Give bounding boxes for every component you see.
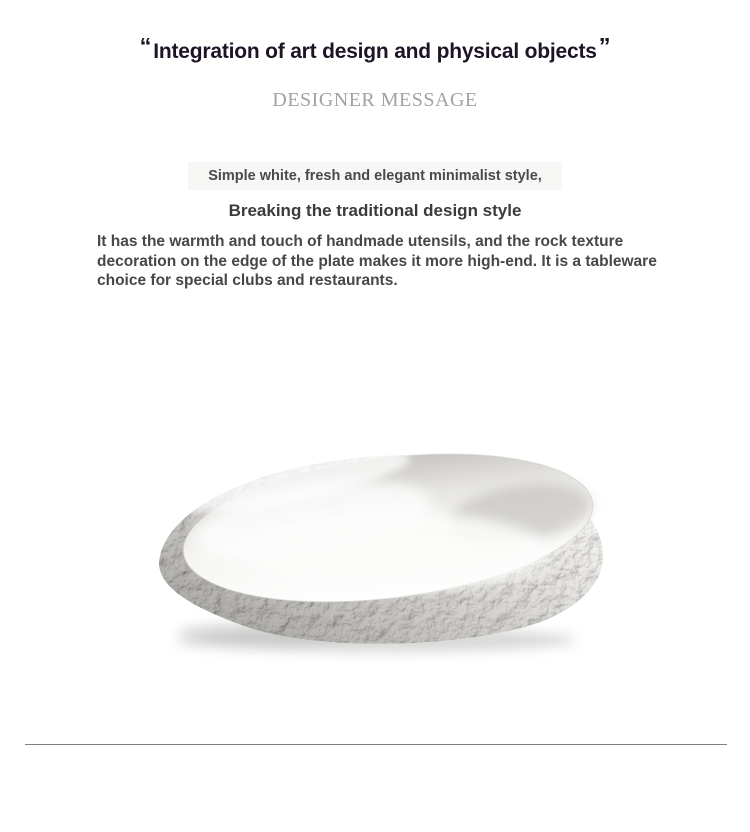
page-title-text: Integration of art design and physical objects	[153, 40, 597, 63]
tagline-highlight: Simple white, fresh and elegant minimalist style,	[188, 162, 562, 190]
product-photo-rock-plate	[148, 446, 618, 664]
body-paragraph: It has the warmth and touch of handmade utensils, and the rock texture decoration on the edge of the plate makes it more high-end. It is a tableware choice for special clubs and restaurants.	[97, 233, 657, 289]
designer-message-subtitle: DESIGNER MESSAGE	[272, 89, 478, 111]
interior-white-pool	[248, 512, 548, 592]
page-title	[0, 33, 750, 64]
open-quote: “	[139, 33, 152, 59]
tagline-row	[0, 162, 750, 190]
section-divider	[25, 744, 727, 745]
section-heading: Breaking the traditional design style	[228, 201, 522, 220]
close-quote: ”	[598, 33, 611, 59]
